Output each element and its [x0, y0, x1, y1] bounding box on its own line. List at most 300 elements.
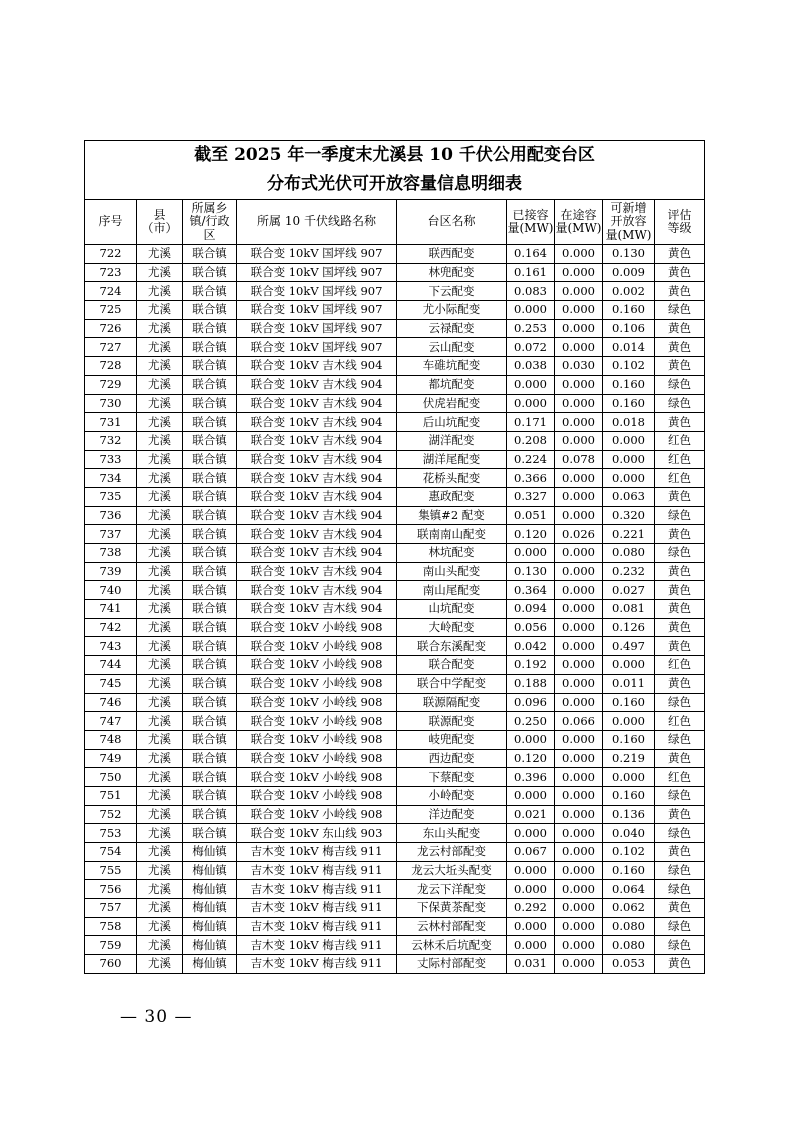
cell-rating: 黄色	[655, 749, 705, 768]
cell-available: 0.126	[603, 618, 655, 637]
cell-connected: 0.171	[507, 413, 555, 432]
cell-area: 下云配变	[397, 282, 507, 301]
table-row	[85, 562, 705, 581]
cell-seq: 751	[85, 786, 137, 805]
cell-county: 尤溪	[137, 431, 183, 450]
cell-available: 0.002	[603, 282, 655, 301]
cell-available: 0.081	[603, 600, 655, 619]
cell-available: 0.102	[603, 843, 655, 862]
cell-line: 联合变 10kV 吉木线 904	[237, 469, 397, 488]
cell-county: 尤溪	[137, 263, 183, 282]
title-line-2: 分布式光伏可开放容量信息明细表	[267, 174, 523, 194]
cell-line: 联合变 10kV 小岭线 908	[237, 768, 397, 787]
header-line: 所属 10 千伏线路名称	[237, 200, 397, 245]
cell-rating: 绿色	[655, 301, 705, 320]
cell-rating: 黄色	[655, 338, 705, 357]
cell-town: 联合镇	[183, 618, 237, 637]
cell-connected: 0.327	[507, 487, 555, 506]
cell-town: 联合镇	[183, 581, 237, 600]
cell-line: 吉木变 10kV 梅吉线 911	[237, 936, 397, 955]
cell-available: 0.106	[603, 319, 655, 338]
cell-rating: 黄色	[655, 319, 705, 338]
cell-area: 岐兜配变	[397, 730, 507, 749]
cell-seq: 733	[85, 450, 137, 469]
cell-available: 0.160	[603, 861, 655, 880]
cell-town: 联合镇	[183, 712, 237, 731]
cell-line: 联合变 10kV 吉木线 904	[237, 357, 397, 376]
cell-seq: 757	[85, 899, 137, 918]
cell-rating: 绿色	[655, 861, 705, 880]
cell-line: 联合变 10kV 国坪线 907	[237, 319, 397, 338]
cell-seq: 727	[85, 338, 137, 357]
cell-line: 联合变 10kV 吉木线 904	[237, 544, 397, 563]
cell-area: 云山配变	[397, 338, 507, 357]
header-seq: 序号	[85, 200, 137, 245]
cell-connected: 0.094	[507, 600, 555, 619]
cell-county: 尤溪	[137, 319, 183, 338]
cell-seq: 742	[85, 618, 137, 637]
cell-county: 尤溪	[137, 861, 183, 880]
cell-available: 0.000	[603, 431, 655, 450]
cell-county: 尤溪	[137, 282, 183, 301]
cell-available: 0.160	[603, 786, 655, 805]
cell-town: 联合镇	[183, 245, 237, 264]
cell-county: 尤溪	[137, 375, 183, 394]
cell-seq: 736	[85, 506, 137, 525]
cell-seq: 737	[85, 525, 137, 544]
cell-county: 尤溪	[137, 544, 183, 563]
table-row	[85, 861, 705, 880]
cell-connected: 0.396	[507, 768, 555, 787]
cell-area: 惠政配变	[397, 487, 507, 506]
title-line-1: 截至 2025 年一季度末尤溪县 10 千伏公用配变台区	[194, 145, 595, 165]
cell-connected: 0.364	[507, 581, 555, 600]
cell-line: 联合变 10kV 东山线 903	[237, 824, 397, 843]
cell-line: 联合变 10kV 吉木线 904	[237, 375, 397, 394]
cell-town: 联合镇	[183, 749, 237, 768]
cell-rating: 绿色	[655, 936, 705, 955]
cell-available: 0.136	[603, 805, 655, 824]
cell-seq: 731	[85, 413, 137, 432]
cell-county: 尤溪	[137, 656, 183, 675]
cell-pending: 0.000	[555, 674, 603, 693]
cell-seq: 724	[85, 282, 137, 301]
cell-line: 联合变 10kV 小岭线 908	[237, 618, 397, 637]
cell-town: 联合镇	[183, 375, 237, 394]
cell-county: 尤溪	[137, 394, 183, 413]
cell-line: 联合变 10kV 小岭线 908	[237, 786, 397, 805]
cell-pending: 0.000	[555, 319, 603, 338]
cell-line: 吉木变 10kV 梅吉线 911	[237, 843, 397, 862]
cell-seq: 748	[85, 730, 137, 749]
cell-town: 梅仙镇	[183, 917, 237, 936]
cell-seq: 723	[85, 263, 137, 282]
cell-county: 尤溪	[137, 768, 183, 787]
cell-pending: 0.078	[555, 450, 603, 469]
cell-area: 尤小际配变	[397, 301, 507, 320]
header-area: 台区名称	[397, 200, 507, 245]
cell-town: 联合镇	[183, 431, 237, 450]
cell-line: 联合变 10kV 吉木线 904	[237, 562, 397, 581]
cell-area: 车碓坑配变	[397, 357, 507, 376]
cell-line: 吉木变 10kV 梅吉线 911	[237, 880, 397, 899]
cell-available: 0.320	[603, 506, 655, 525]
cell-county: 尤溪	[137, 730, 183, 749]
cell-pending: 0.000	[555, 693, 603, 712]
cell-county: 尤溪	[137, 338, 183, 357]
header-rating: 评估 等级	[655, 200, 705, 245]
cell-line: 吉木变 10kV 梅吉线 911	[237, 861, 397, 880]
table-row	[85, 469, 705, 488]
cell-line: 吉木变 10kV 梅吉线 911	[237, 899, 397, 918]
cell-county: 尤溪	[137, 936, 183, 955]
cell-area: 大岭配变	[397, 618, 507, 637]
cell-rating: 黄色	[655, 618, 705, 637]
cell-area: 云林禾后坑配变	[397, 936, 507, 955]
cell-line: 联合变 10kV 吉木线 904	[237, 487, 397, 506]
cell-seq: 746	[85, 693, 137, 712]
cell-pending: 0.066	[555, 712, 603, 731]
header-row	[85, 200, 705, 245]
table-row	[85, 357, 705, 376]
cell-rating: 绿色	[655, 917, 705, 936]
cell-rating: 绿色	[655, 730, 705, 749]
cell-line: 联合变 10kV 国坪线 907	[237, 263, 397, 282]
cell-connected: 0.067	[507, 843, 555, 862]
cell-line: 联合变 10kV 吉木线 904	[237, 450, 397, 469]
cell-connected: 0.000	[507, 730, 555, 749]
cell-county: 尤溪	[137, 674, 183, 693]
cell-area: 下蔡配变	[397, 768, 507, 787]
table-row	[85, 768, 705, 787]
cell-available: 0.102	[603, 357, 655, 376]
cell-seq: 732	[85, 431, 137, 450]
cell-seq: 730	[85, 394, 137, 413]
cell-town: 联合镇	[183, 730, 237, 749]
cell-line: 联合变 10kV 吉木线 904	[237, 413, 397, 432]
cell-county: 尤溪	[137, 600, 183, 619]
cell-available: 0.009	[603, 263, 655, 282]
cell-connected: 0.161	[507, 263, 555, 282]
cell-town: 梅仙镇	[183, 861, 237, 880]
cell-area: 林坑配变	[397, 544, 507, 563]
cell-area: 云禄配变	[397, 319, 507, 338]
cell-line: 联合变 10kV 小岭线 908	[237, 693, 397, 712]
table-row	[85, 338, 705, 357]
cell-town: 梅仙镇	[183, 880, 237, 899]
cell-seq: 756	[85, 880, 137, 899]
cell-line: 联合变 10kV 小岭线 908	[237, 674, 397, 693]
table-row	[85, 431, 705, 450]
cell-area: 联西配变	[397, 245, 507, 264]
cell-town: 联合镇	[183, 506, 237, 525]
cell-available: 0.160	[603, 375, 655, 394]
cell-rating: 黄色	[655, 282, 705, 301]
cell-available: 0.018	[603, 413, 655, 432]
cell-seq: 738	[85, 544, 137, 563]
cell-pending: 0.000	[555, 899, 603, 918]
cell-town: 联合镇	[183, 824, 237, 843]
cell-rating: 黄色	[655, 245, 705, 264]
cell-pending: 0.000	[555, 301, 603, 320]
cell-area: 联南南山配变	[397, 525, 507, 544]
cell-line: 吉木变 10kV 梅吉线 911	[237, 955, 397, 974]
cell-seq: 740	[85, 581, 137, 600]
cell-pending: 0.000	[555, 805, 603, 824]
cell-available: 0.027	[603, 581, 655, 600]
cell-connected: 0.253	[507, 319, 555, 338]
cell-town: 联合镇	[183, 693, 237, 712]
cell-rating: 绿色	[655, 394, 705, 413]
table-body	[85, 245, 705, 974]
cell-connected: 0.096	[507, 693, 555, 712]
cell-rating: 黄色	[655, 955, 705, 974]
cell-area: 南山头配变	[397, 562, 507, 581]
table-row	[85, 880, 705, 899]
cell-seq: 754	[85, 843, 137, 862]
cell-area: 南山尾配变	[397, 581, 507, 600]
cell-connected: 0.000	[507, 824, 555, 843]
table-row	[85, 955, 705, 974]
cell-area: 联合配变	[397, 656, 507, 675]
cell-rating: 黄色	[655, 899, 705, 918]
cell-connected: 0.000	[507, 375, 555, 394]
cell-seq: 735	[85, 487, 137, 506]
table-row	[85, 394, 705, 413]
cell-available: 0.000	[603, 450, 655, 469]
cell-seq: 760	[85, 955, 137, 974]
cell-connected: 0.192	[507, 656, 555, 675]
table-row	[85, 656, 705, 675]
cell-connected: 0.164	[507, 245, 555, 264]
cell-area: 后山坑配变	[397, 413, 507, 432]
table-row	[85, 450, 705, 469]
cell-county: 尤溪	[137, 357, 183, 376]
cell-town: 联合镇	[183, 674, 237, 693]
cell-town: 联合镇	[183, 319, 237, 338]
cell-pending: 0.000	[555, 375, 603, 394]
cell-rating: 绿色	[655, 506, 705, 525]
table-row	[85, 805, 705, 824]
table-row	[85, 375, 705, 394]
cell-seq: 728	[85, 357, 137, 376]
cell-available: 0.160	[603, 693, 655, 712]
cell-line: 联合变 10kV 吉木线 904	[237, 394, 397, 413]
cell-available: 0.000	[603, 768, 655, 787]
table-row	[85, 618, 705, 637]
cell-town: 梅仙镇	[183, 843, 237, 862]
cell-rating: 红色	[655, 656, 705, 675]
cell-line: 吉木变 10kV 梅吉线 911	[237, 917, 397, 936]
cell-connected: 0.042	[507, 637, 555, 656]
cell-rating: 绿色	[655, 693, 705, 712]
cell-town: 梅仙镇	[183, 899, 237, 918]
cell-available: 0.063	[603, 487, 655, 506]
cell-county: 尤溪	[137, 899, 183, 918]
cell-seq: 747	[85, 712, 137, 731]
cell-area: 东山头配变	[397, 824, 507, 843]
cell-town: 联合镇	[183, 301, 237, 320]
cell-rating: 黄色	[655, 637, 705, 656]
cell-county: 尤溪	[137, 749, 183, 768]
cell-rating: 绿色	[655, 824, 705, 843]
cell-connected: 0.000	[507, 544, 555, 563]
cell-seq: 741	[85, 600, 137, 619]
cell-seq: 726	[85, 319, 137, 338]
cell-pending: 0.000	[555, 581, 603, 600]
cell-seq: 734	[85, 469, 137, 488]
cell-line: 联合变 10kV 国坪线 907	[237, 301, 397, 320]
table-row	[85, 581, 705, 600]
cell-connected: 0.083	[507, 282, 555, 301]
cell-area: 集镇#2 配变	[397, 506, 507, 525]
cell-area: 山坑配变	[397, 600, 507, 619]
cell-town: 联合镇	[183, 413, 237, 432]
table-row	[85, 730, 705, 749]
cell-seq: 753	[85, 824, 137, 843]
cell-available: 0.160	[603, 730, 655, 749]
cell-seq: 755	[85, 861, 137, 880]
cell-line: 联合变 10kV 国坪线 907	[237, 245, 397, 264]
cell-rating: 黄色	[655, 600, 705, 619]
cell-available: 0.011	[603, 674, 655, 693]
cell-area: 龙云下洋配变	[397, 880, 507, 899]
table-row	[85, 843, 705, 862]
cell-town: 联合镇	[183, 544, 237, 563]
table-row	[85, 413, 705, 432]
cell-county: 尤溪	[137, 450, 183, 469]
cell-pending: 0.000	[555, 469, 603, 488]
cell-rating: 红色	[655, 712, 705, 731]
cell-rating: 黄色	[655, 805, 705, 824]
cell-town: 联合镇	[183, 469, 237, 488]
cell-county: 尤溪	[137, 487, 183, 506]
cell-area: 联源配变	[397, 712, 507, 731]
cell-area: 龙云村部配变	[397, 843, 507, 862]
cell-connected: 0.208	[507, 431, 555, 450]
cell-pending: 0.000	[555, 861, 603, 880]
cell-connected: 0.366	[507, 469, 555, 488]
cell-area: 下保黄茶配变	[397, 899, 507, 918]
cell-connected: 0.000	[507, 861, 555, 880]
cell-line: 联合变 10kV 吉木线 904	[237, 525, 397, 544]
cell-county: 尤溪	[137, 581, 183, 600]
cell-town: 联合镇	[183, 263, 237, 282]
cell-pending: 0.000	[555, 768, 603, 787]
cell-rating: 绿色	[655, 786, 705, 805]
cell-connected: 0.072	[507, 338, 555, 357]
cell-county: 尤溪	[137, 880, 183, 899]
cell-available: 0.232	[603, 562, 655, 581]
cell-town: 联合镇	[183, 487, 237, 506]
cell-connected: 0.038	[507, 357, 555, 376]
table-row	[85, 506, 705, 525]
cell-connected: 0.120	[507, 525, 555, 544]
header-available: 可新增 开放容 量(MW)	[603, 200, 655, 245]
cell-pending: 0.000	[555, 749, 603, 768]
page-number: — 30 —	[120, 1007, 193, 1027]
table-row	[85, 600, 705, 619]
cell-county: 尤溪	[137, 562, 183, 581]
cell-county: 尤溪	[137, 693, 183, 712]
cell-county: 尤溪	[137, 955, 183, 974]
cell-seq: 745	[85, 674, 137, 693]
cell-area: 小岭配变	[397, 786, 507, 805]
cell-pending: 0.000	[555, 880, 603, 899]
table-row	[85, 525, 705, 544]
cell-line: 联合变 10kV 小岭线 908	[237, 730, 397, 749]
cell-pending: 0.030	[555, 357, 603, 376]
cell-pending: 0.000	[555, 843, 603, 862]
cell-pending: 0.000	[555, 824, 603, 843]
table-row	[85, 544, 705, 563]
cell-rating: 黄色	[655, 674, 705, 693]
table-row	[85, 936, 705, 955]
cell-area: 洋边配变	[397, 805, 507, 824]
cell-seq: 725	[85, 301, 137, 320]
table-row	[85, 693, 705, 712]
cell-rating: 黄色	[655, 413, 705, 432]
cell-county: 尤溪	[137, 805, 183, 824]
cell-pending: 0.000	[555, 413, 603, 432]
table-row	[85, 899, 705, 918]
cell-county: 尤溪	[137, 824, 183, 843]
table-row	[85, 301, 705, 320]
cell-line: 联合变 10kV 吉木线 904	[237, 581, 397, 600]
cell-pending: 0.000	[555, 637, 603, 656]
cell-rating: 黄色	[655, 562, 705, 581]
cell-connected: 0.250	[507, 712, 555, 731]
cell-connected: 0.120	[507, 749, 555, 768]
cell-available: 0.062	[603, 899, 655, 918]
header-town: 所属乡 镇/行政 区	[183, 200, 237, 245]
cell-county: 尤溪	[137, 469, 183, 488]
cell-county: 尤溪	[137, 637, 183, 656]
cell-seq: 752	[85, 805, 137, 824]
cell-line: 联合变 10kV 小岭线 908	[237, 637, 397, 656]
cell-seq: 739	[85, 562, 137, 581]
header-connected: 已接容 量(MW)	[507, 200, 555, 245]
cell-connected: 0.021	[507, 805, 555, 824]
cell-rating: 绿色	[655, 544, 705, 563]
cell-area: 龙云大坵头配变	[397, 861, 507, 880]
cell-county: 尤溪	[137, 413, 183, 432]
table-row	[85, 319, 705, 338]
cell-seq: 744	[85, 656, 137, 675]
table-row	[85, 917, 705, 936]
table-row	[85, 487, 705, 506]
cell-county: 尤溪	[137, 301, 183, 320]
cell-seq: 743	[85, 637, 137, 656]
cell-town: 联合镇	[183, 282, 237, 301]
cell-rating: 红色	[655, 768, 705, 787]
table-row	[85, 786, 705, 805]
cell-pending: 0.000	[555, 562, 603, 581]
cell-rating: 黄色	[655, 263, 705, 282]
cell-connected: 0.130	[507, 562, 555, 581]
cell-pending: 0.000	[555, 431, 603, 450]
cell-connected: 0.292	[507, 899, 555, 918]
cell-line: 联合变 10kV 国坪线 907	[237, 282, 397, 301]
cell-rating: 黄色	[655, 843, 705, 862]
cell-connected: 0.188	[507, 674, 555, 693]
capacity-table	[84, 140, 705, 974]
cell-rating: 黄色	[655, 581, 705, 600]
cell-available: 0.080	[603, 544, 655, 563]
cell-available: 0.014	[603, 338, 655, 357]
table-row	[85, 712, 705, 731]
cell-town: 联合镇	[183, 394, 237, 413]
